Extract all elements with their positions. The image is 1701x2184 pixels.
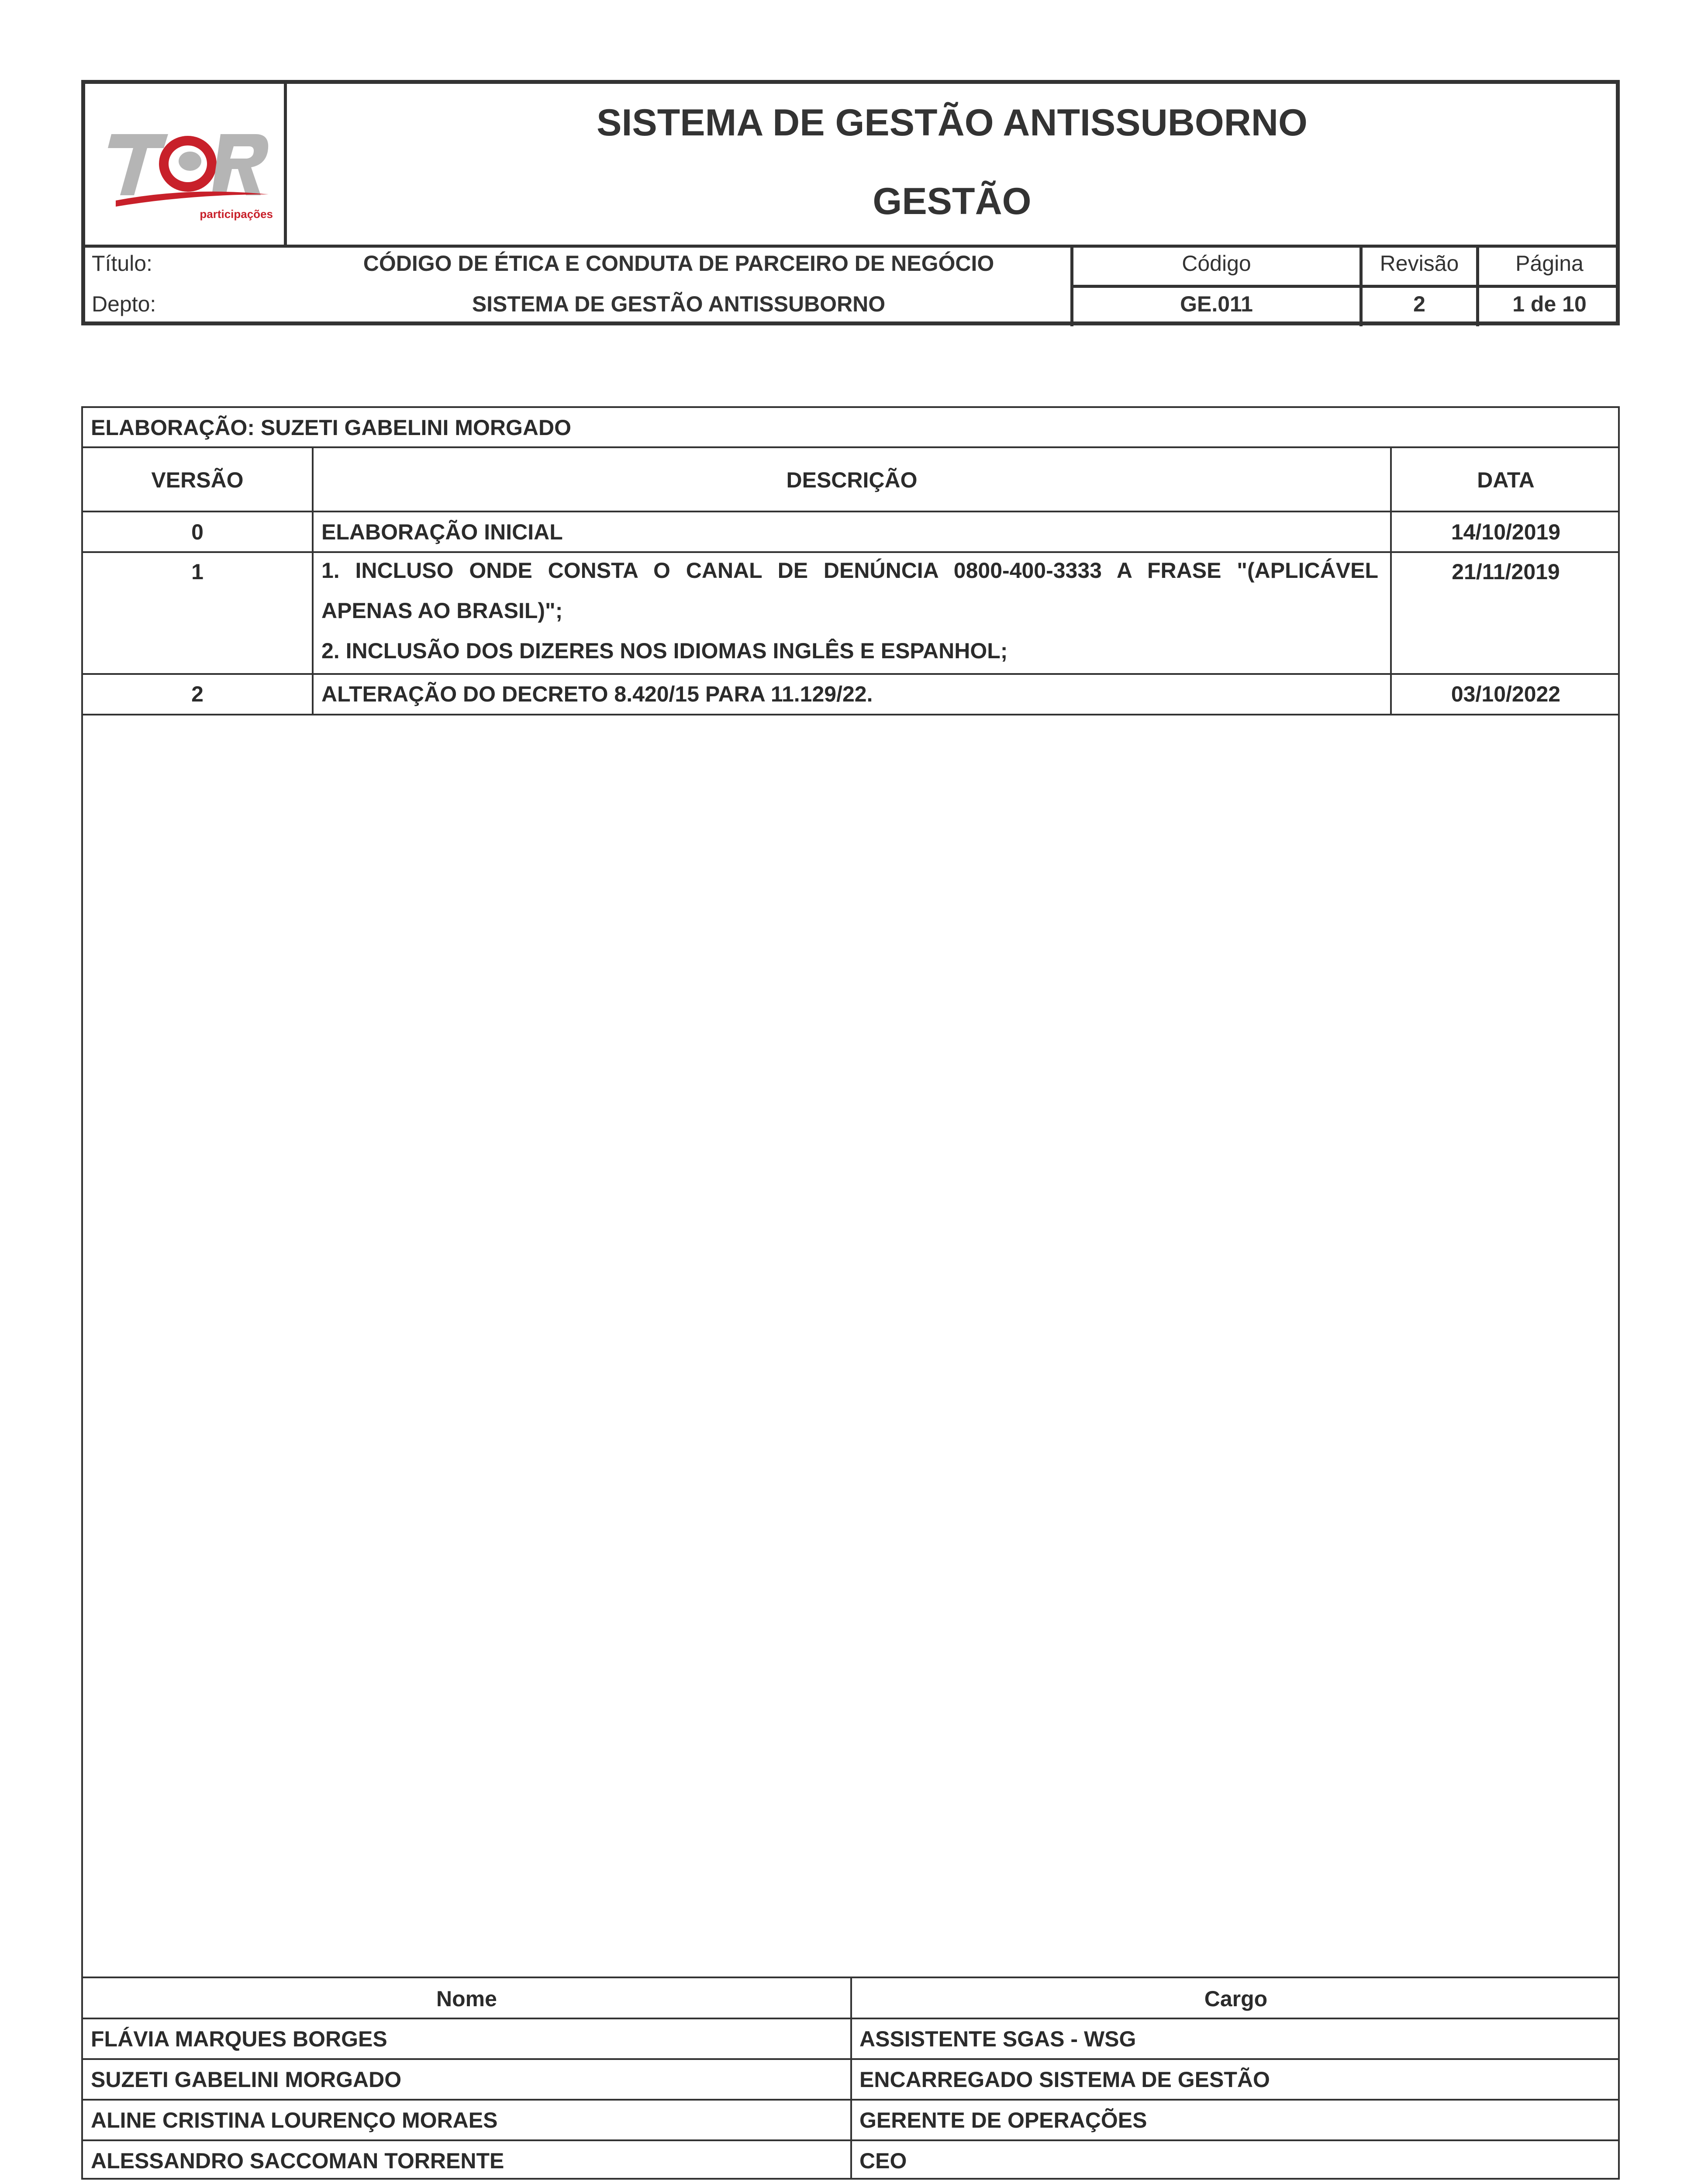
pagina-label: Página [1515, 251, 1584, 276]
depto-label: Depto: [92, 292, 156, 316]
row-descricao: ELABORAÇÃO INICIAL [321, 520, 563, 544]
elaboracao-label: ELABORAÇÃO: SUZETI GABELINI MORGADO [91, 415, 571, 440]
signer-role: ENCARREGADO SISTEMA DE GESTÃO [859, 2067, 1270, 2092]
revisao-label: Revisão [1380, 251, 1459, 276]
signer-role: CEO [859, 2149, 907, 2173]
signer-name: SUZETI GABELINI MORGADO [91, 2067, 402, 2092]
system-title: SISTEMA DE GESTÃO ANTISSUBORNO [597, 102, 1308, 144]
tor-logo-icon [103, 121, 273, 217]
pagina-value: 1 de 10 [1512, 292, 1587, 316]
version-history-table [81, 406, 1620, 2180]
descricao-line: 2. INCLUSÃO DOS DIZERES NOS IDIOMAS INGLÊS E ESPANHOL; [321, 639, 1008, 663]
titulo-label: Título: [92, 251, 152, 276]
col-versao-header: VERSÃO [151, 468, 244, 492]
descricao-line: APENAS AO BRASIL)"; [321, 598, 563, 623]
signer-name: ALINE CRISTINA LOURENÇO MORAES [91, 2108, 498, 2132]
row-data: 03/10/2022 [1451, 682, 1561, 706]
depto-value: SISTEMA DE GESTÃO ANTISSUBORNO [472, 292, 886, 316]
row-versao: 0 [191, 520, 204, 544]
company-logo [103, 121, 273, 221]
signer-name: ALESSANDRO SACCOMAN TORRENTE [91, 2149, 504, 2173]
signer-role: GERENTE DE OPERAÇÕES [859, 2108, 1147, 2132]
row-data: 14/10/2019 [1451, 520, 1561, 544]
row-data: 21/11/2019 [1452, 560, 1560, 584]
row-versao: 2 [191, 682, 204, 706]
signature-table [81, 1977, 1620, 2180]
section-title: GESTÃO [873, 180, 1032, 222]
logo-subtitle: participações [200, 207, 273, 221]
codigo-label: Código [1182, 251, 1251, 276]
titulo-value: CÓDIGO DE ÉTICA E CONDUTA DE PARCEIRO DE NEGÓCIO [363, 251, 994, 276]
col-cargo-header: Cargo [1204, 1987, 1268, 2011]
document-header [81, 80, 1620, 325]
row-descricao [321, 550, 1378, 671]
revisao-value: 2 [1413, 292, 1425, 316]
codigo-value: GE.011 [1180, 292, 1253, 316]
descricao-line: 1. INCLUSO ONDE CONSTA O CANAL DE DENÚNCIA 0800-400-3333 A FRASE "(APLICÁVEL [321, 558, 1378, 583]
row-versao: 1 [191, 560, 204, 584]
col-nome-header: Nome [436, 1987, 497, 2011]
row-descricao: ALTERAÇÃO DO DECRETO 8.420/15 PARA 11.129/22. [321, 682, 873, 706]
signer-role: ASSISTENTE SGAS - WSG [859, 2027, 1136, 2051]
col-data-header: DATA [1477, 468, 1535, 492]
col-descricao-header: DESCRIÇÃO [786, 468, 918, 492]
signer-name: FLÁVIA MARQUES BORGES [91, 2027, 387, 2051]
